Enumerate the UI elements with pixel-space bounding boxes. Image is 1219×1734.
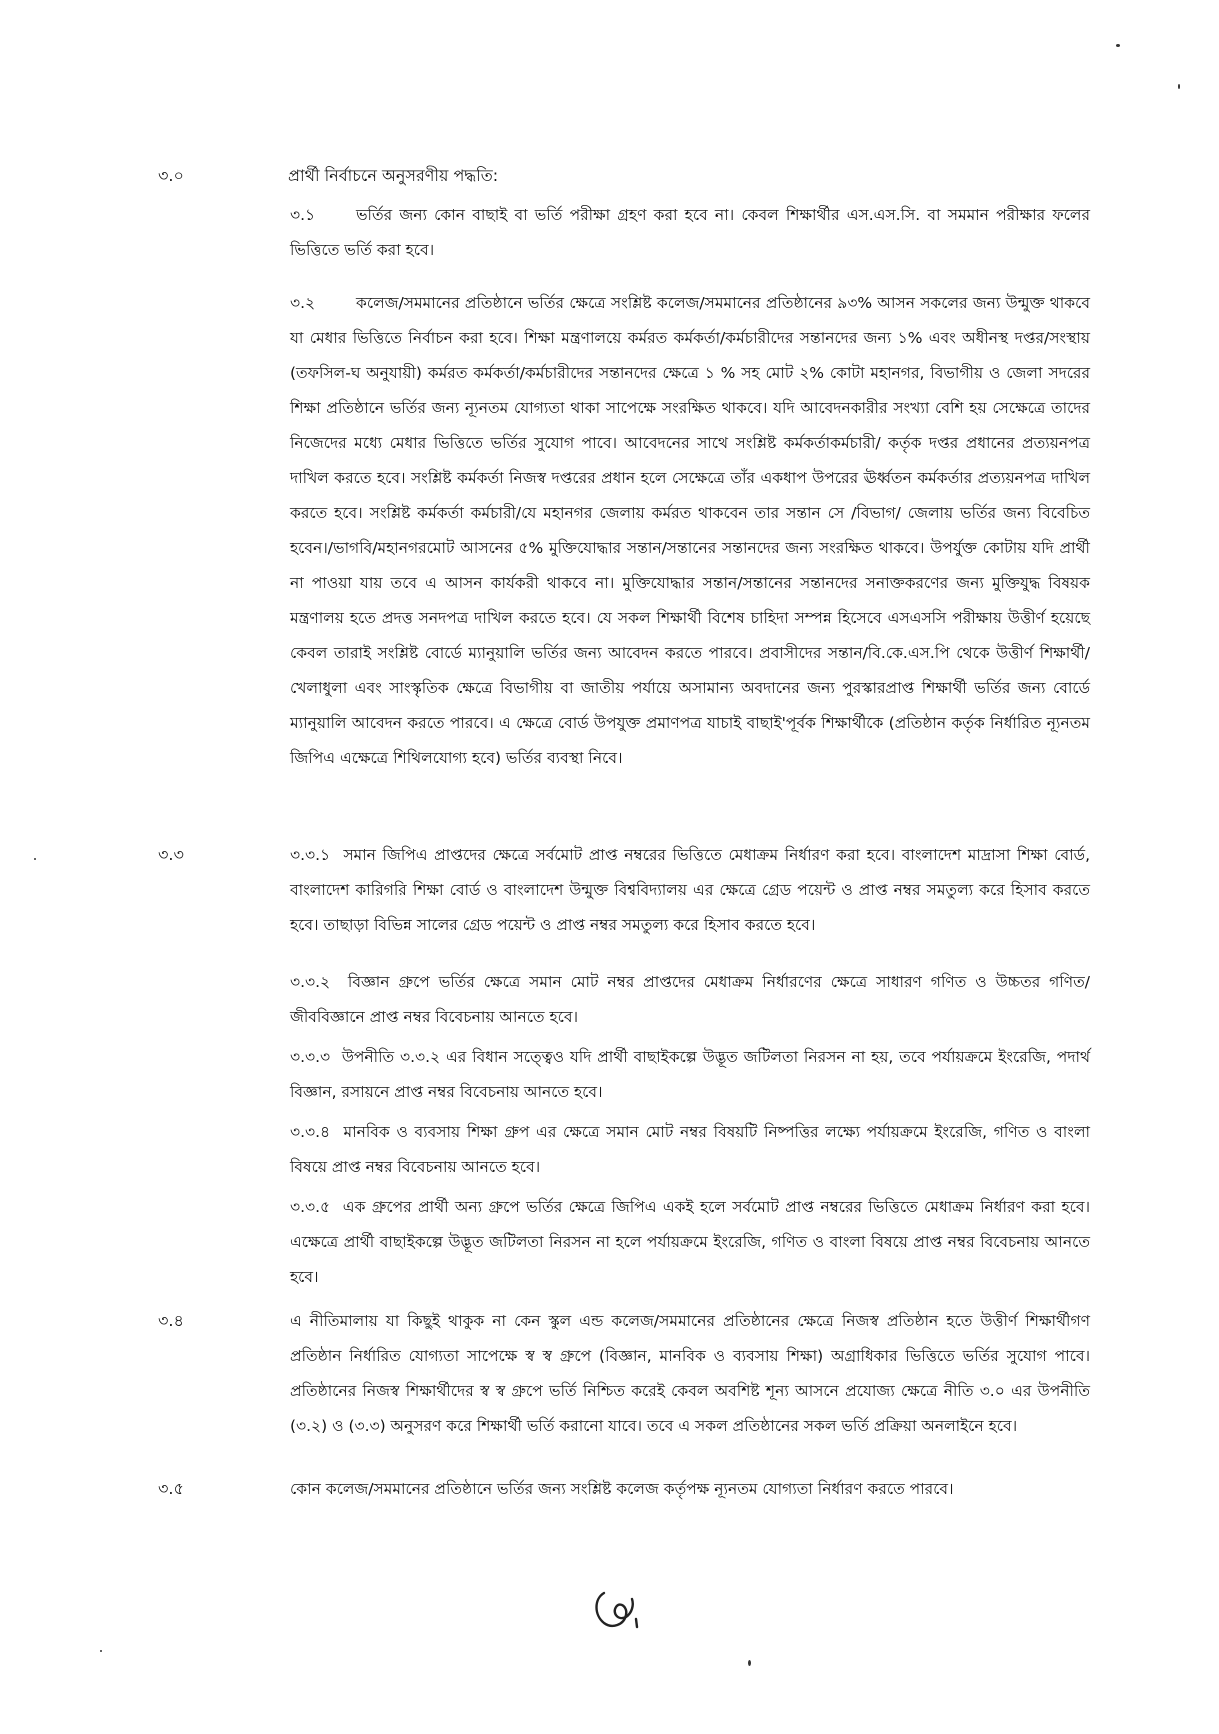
clause-text: এ নীতিমালায় যা কিছুই থাকুক না কেন স্কুল এন্ড কলেজ/সমমানের প্রতিষ্ঠানের ক্ষেত্রে নিজস্ব প্রতিষ্ঠান হতে উত্তীর্ণ শিক্ষার্থীগণ প্রতিষ্ঠান নির্ধারিত যোগ্যতা সাপেক্ষে স্ব স্ব গ্রুপে (বিজ্ঞান, মানবিক ও ব্যবসায় শিক্ষা) অগ্রাধিকার ভিত্তিতে ভর্তির সুযোগ পাবে। প্রতিষ্ঠানের নিজস্ব শিক্ষার্থীদের স্ব স্ব গ্রুপে ভর্তি নিশ্চিত করেই কেবল অবশিষ্ট শূন্য আসনে প্রযোজ্য ক্ষেত্রে নীতি ৩.০ এর উপনীতি (৩.২) ও (৩.৩) অনুসরণ করে শিক্ষার্থী ভর্তি করানো যাবে। তবে এ সকল প্রতিষ্ঠানের সকল ভর্তি প্রক্রিয়া অনলাইনে হবে। xyxy=(290,1312,1090,1435)
clause-number: ৩.৩.৫ xyxy=(290,1198,331,1216)
clause-text: সমান জিপিএ প্রাপ্তদের ক্ষেত্রে সর্বমোট প্রাপ্ত নম্বরের ভিত্তিতে মেধাক্রম নির্ধারণ করা হবে। বাংলাদেশ মাদ্রাসা শিক্ষা বোর্ড, বাংলাদেশ কারিগরি শিক্ষা বোর্ড ও বাংলাদেশ উন্মুক্ত বিশ্ববিদ্যালয় এর ক্ষেত্রে গ্রেড পয়েন্ট ও প্রাপ্ত নম্বর সমতুল্য করে হিসাব করতে হবে। তাছাড়া বিভিন্ন সালের গ্রেড পয়েন্ট ও প্রাপ্ত নম্বর সমতুল্য করে হিসাব করতে হবে। xyxy=(290,846,1090,934)
clause-text: ভর্তির জন্য কোন বাছাই বা ভর্তি পরীক্ষা গ্রহণ করা হবে না। কেবল শিক্ষার্থীর এস.এস.সি. বা সমমান পরীক্ষার ফলের ভিত্তিতে ভর্তি করা হবে। xyxy=(290,206,1090,259)
clause-number: ৩.৩.১ xyxy=(290,846,331,864)
clause-3-3-2 xyxy=(290,965,1090,1035)
clause-3-3-1 xyxy=(290,838,1090,943)
clause-3-3-4 xyxy=(290,1115,1090,1185)
section-heading: প্রার্থী নির্বাচনে অনুসরণীয় পদ্ধতি: xyxy=(288,166,499,185)
clause-text: কোন কলেজ/সমমানের প্রতিষ্ঠানে ভর্তির জন্য সংশ্লিষ্ট কলেজ কর্তৃপক্ষ ন্যূনতম যোগ্যতা নির্ধারণ করতে পারবে। xyxy=(290,1480,954,1498)
clause-text: মানবিক ও ব্যবসায় শিক্ষা গ্রুপ এর ক্ষেত্রে সমান মোট নম্বর বিষয়টি নিষ্পত্তির লক্ষ্যে পর্যায়ক্রমে ইংরেজি, গণিত ও বাংলা বিষয়ে প্রাপ্ত নম্বর বিবেচনায় আনতে হবে। xyxy=(290,1123,1090,1176)
scan-speck xyxy=(34,858,36,860)
handwritten-signature xyxy=(590,1585,650,1635)
clause-3-3-5 xyxy=(290,1190,1090,1295)
clause-3-2 xyxy=(290,286,1090,776)
scan-speck xyxy=(100,1650,102,1652)
section-number: ৩.০ xyxy=(158,166,184,185)
clause-3-4 xyxy=(290,1304,1090,1444)
scan-speck xyxy=(1116,44,1120,47)
clause-number: ৩.৩.৩ xyxy=(290,1048,331,1066)
section-number: ৩.৫ xyxy=(158,1479,184,1498)
section-number: ৩.৩ xyxy=(158,845,184,864)
clause-text: উপনীতি ৩.৩.২ এর বিধান সত্ত্বেও যদি প্রার্থী বাছাইকল্পে উদ্ভূত জটিলতা নিরসন না হয়, তবে পর্যায়ক্রমে ইংরেজি, পদার্থ বিজ্ঞান, রসায়নে প্রাপ্ত নম্বর বিবেচনায় আনতে হবে। xyxy=(290,1048,1090,1101)
clause-number: ৩.১ xyxy=(290,206,316,224)
clause-3-1 xyxy=(290,198,1090,268)
clause-number: ৩.৩.২ xyxy=(290,973,331,991)
clause-number: ৩.৩.৪ xyxy=(290,1123,331,1141)
clause-3-5 xyxy=(290,1472,1090,1507)
clause-text: কলেজ/সমমানের প্রতিষ্ঠানে ভর্তির ক্ষেত্রে সংশ্লিষ্ট কলেজ/সমমানের প্রতিষ্ঠানের ৯৩% আসন সকলের জন্য উন্মুক্ত থাকবে যা মেধার ভিত্তিতে নির্বাচন করা হবে। শিক্ষা মন্ত্রণালয়ে কর্মরত কর্মকর্তা/কর্মচারীদের সন্তানদের জন্য ১% এবং অধীনস্থ দপ্তর/সংস্থায় (তফসিল-ঘ অনুযায়ী) কর্মরত কর্মকর্তা/কর্মচারীদের সন্তানদের ক্ষেত্রে ১ % সহ মোট ২% কোটা মহানগর, বিভাগীয় ও জেলা সদরের শিক্ষা প্রতিষ্ঠানে ভর্তির জন্য ন্যূনতম যোগ্যতা থাকা সাপেক্ষে সংরক্ষিত থাকবে। যদি আবেদনকারীর সংখ্যা বেশি হয় সেক্ষেত্রে তাদের নিজেদের মধ্যে মেধার ভিত্তিতে ভর্তির সুযোগ পাবে। আবেদনের সাথে সংশ্লিষ্ট কর্মকর্তাকর্মচারী/ কর্তৃক দপ্তর প্রধানের প্রত্যয়নপত্র দাখিল করতে হবে। সংশ্লিষ্ট কর্মকর্তা নিজস্ব দপ্তরের প্রধান হলে সেক্ষেত্রে তাঁর একধাপ উপরের ঊর্ধ্বতন কর্মকর্তার প্রত্যয়নপত্র দাখিল করতে হবে। সংশ্লিষ্ট কর্মকর্তা কর্মচারী/যে মহানগর জেলায় কর্মরত থাকবেন তার সন্তান সে /বিভাগ/ জেলায় ভর্তির জন্য বিবেচিত হবেন।/ভাগবি/মহানগরমোট আসনের ৫% মুক্তিযোদ্ধার সন্তান/সন্তানের সন্তানদের জন্য সংরক্ষিত থাকবে। উপর্যুক্ত কোটায় যদি প্রার্থী না পাওয়া যায় তবে এ আসন কার্যকরী থাকবে না। মুক্তিযোদ্ধার সন্তান/সন্তানের সন্তানদের সনাক্তকরণের জন্য মুক্তিযুদ্ধ বিষয়ক মন্ত্রণালয় হতে প্রদত্ত সনদপত্র দাখিল করতে হবে। যে সকল শিক্ষার্থী বিশেষ চাহিদা সম্পন্ন হিসেবে এসএসসি পরীক্ষায় উত্তীর্ণ হয়েছে কেবল তারাই সংশ্লিষ্ট বোর্ডে ম্যানুয়ালি ভর্তির জন্য আবেদন করতে পারবে। প্রবাসীদের সন্তান/বি.কে.এস.পি থেকে উত্তীর্ণ শিক্ষার্থী/খেলাধুলা এবং সাংস্কৃতিক ক্ষেত্রে বিভাগীয় বা জাতীয় পর্যায়ে অসামান্য অবদানের জন্য পুরস্কারপ্রাপ্ত শিক্ষার্থী ভর্তির জন্য বোর্ডে ম্যানুয়ালি আবেদন করতে পারবে। এ ক্ষেত্রে বোর্ড উপযুক্ত প্রমাণপত্র যাচাই বাছাই'পূর্বক শিক্ষার্থীকে (প্রতিষ্ঠান কর্তৃক নির্ধারিত ন্যূনতম জিপিএ এক্ষেত্রে শিথিলযোগ্য হবে) ভর্তির ব্যবস্থা নিবে। xyxy=(290,294,1090,767)
scan-speck xyxy=(1178,84,1180,89)
clause-text: এক গ্রুপের প্রার্থী অন্য গ্রুপে ভর্তির ক্ষেত্রে জিপিএ একই হলে সর্বমোট প্রাপ্ত নম্বরের ভিত্তিতে মেধাক্রম নির্ধারণ করা হবে। এক্ষেত্রে প্রার্থী বাছাইকল্পে উদ্ভূত জটিলতা নিরসন না হলে পর্যায়ক্রমে ইংরেজি, গণিত ও বাংলা বিষয়ে প্রাপ্ত নম্বর বিবেচনায় আনতে হবে। xyxy=(290,1198,1090,1286)
section-number: ৩.৪ xyxy=(158,1311,184,1330)
clause-text: বিজ্ঞান গ্রুপে ভর্তির ক্ষেত্রে সমান মোট নম্বর প্রাপ্তদের মেধাক্রম নির্ধারণের ক্ষেত্রে সাধারণ গণিত ও উচ্চতর গণিত/জীববিজ্ঞানে প্রাপ্ত নম্বর বিবেচনায় আনতে হবে। xyxy=(290,973,1091,1026)
scan-speck xyxy=(748,1660,751,1666)
clause-3-3-3 xyxy=(290,1040,1090,1110)
clause-number: ৩.২ xyxy=(290,294,316,312)
